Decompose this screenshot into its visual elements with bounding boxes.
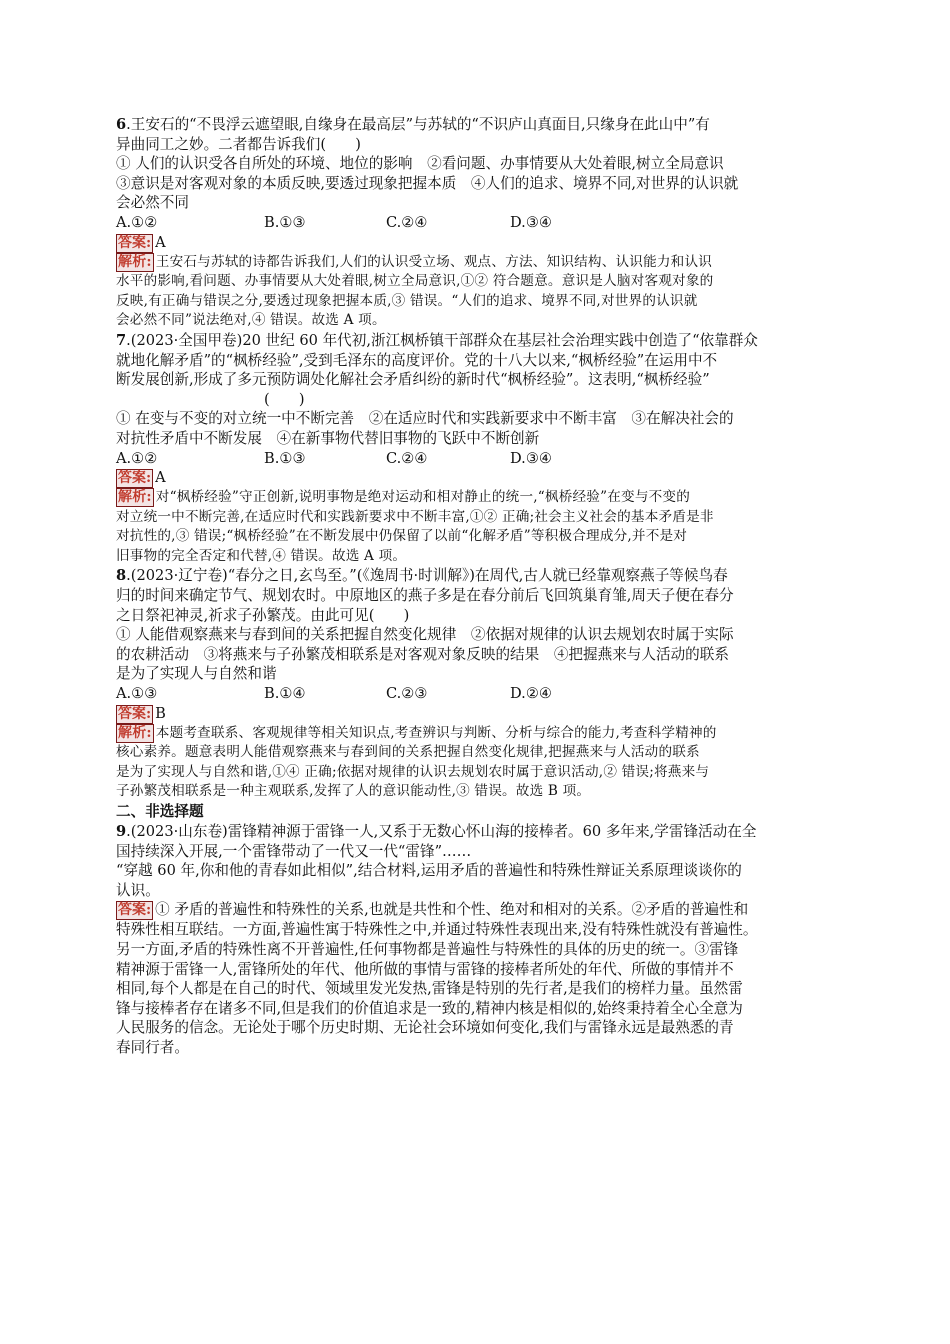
statement-line: ③意识是对客观对象的本质反映,要透过现象把握本质 ④人们的追求、境界不同,对世界的认识就 (116, 174, 739, 192)
question-number: 6 (116, 116, 127, 133)
analysis-line: 反映,有正确与错误之分,要透过现象把握本质,③ 错误。“人们的追求、境界不同,对世界的认识就 (116, 292, 698, 309)
question-stem-line: 之日祭祀神灵,祈求子孙繁茂。由此可见( ) (116, 606, 410, 624)
question-stem-line: 归的时间来确定节气、规划农时。中原地区的燕子多是在春分前后飞回筑巢育雏,周天子便在春分 (116, 587, 734, 605)
analysis-tag: 解析: (118, 724, 152, 741)
analysis-line: 核心素养。题意表明人能借观察燕来与春到间的关系把握自然变化规律,把握燕来与人活动的联系 (116, 744, 700, 761)
analysis-line: 对立统一中不断完善,在适应时代和实践新要求中不断丰富,①② 正确;社会主义社会的基本矛盾是非 (116, 508, 714, 525)
question-6 (116, 115, 836, 331)
statement-line: ① 人们的认识受各自所处的环境、地位的影响 ②看问题、办事情要从大处着眼,树立全局意识 (116, 155, 724, 173)
answer-tag: 答案: (118, 902, 152, 919)
analysis-line: 水平的影响,看问题、办事情要从大处着眼,树立全局意识,①② 符合题意。意识是人脑对客观对象的 (116, 273, 714, 290)
analysis-line: 旧事物的完全否定和代替,④ 错误。故选 A 项。 (116, 547, 407, 564)
statement-line: ① 在变与不变的对立统一中不断完善 ②在适应时代和实践新要求中不断丰富 ③在解决社会的 (116, 410, 734, 428)
analysis-line: 解析: 王安石与苏轼的诗都告诉我们,人们的认识受立场、观点、方法、知识结构、认识能力和认识 (118, 253, 713, 270)
answer-line (116, 468, 836, 488)
question-stem-line: “穿越 60 年,你和他的青春如此相似”,结合材料,运用矛盾的普遍性和特殊性辩证关系原理谈谈你的 (116, 862, 742, 880)
question-number: 9 (116, 823, 127, 840)
answer-tag: 答案: (118, 234, 152, 251)
answer-line: 人民服务的信念。无论处于哪个历史时期、无论社会环境如何变化,我们与雷锋永远是最熟悉的青 (116, 1019, 734, 1037)
statement-line: 的农耕活动 ③将燕来与子孙繁茂相联系是对客观对象反映的结果 ④把握燕来与人活动的联系 (116, 645, 729, 663)
option-b: B.①④ (264, 685, 306, 703)
option-a: A.①③ (116, 685, 158, 703)
question-stem-line: 断发展创新,形成了多元预防调处化解社会矛盾纠纷的新时代“枫桥经验”。这表明,“枫桥经验” (116, 371, 710, 389)
question-stem-line: 异曲同工之妙。二者都告诉我们( ) (116, 135, 361, 153)
option-b: B.①③ (264, 449, 306, 467)
answer-value: A (155, 233, 166, 251)
analysis-line: 对抗性的,③ 错误;“枫桥经验”在不断发展中仍保留了以前“化解矛盾”等积极合理成分,并不是对 (116, 528, 688, 545)
section-heading: 二、非选择题 (116, 803, 204, 820)
answer-value: A (155, 469, 166, 487)
statement-line: 对抗性矛盾中不断发展 ④在新事物代替旧事物的飞跃中不断创新 (116, 429, 540, 447)
question-stem-line: 6.王安石的“不畏浮云遮望眼,自缘身在最高层”与苏轼的“不识庐山真面目,只缘身在此山中”有 (116, 116, 710, 133)
answer-value: B (155, 704, 166, 722)
question-stem-line: 国持续深入开展,一个雷锋带动了一代又一代“雷锋”…… (116, 842, 472, 860)
answer-line: 相同,每个人都是在自己的时代、领域里发光发热,雷锋是特别的先行者,是我们的榜样力量。虽然雷 (116, 980, 743, 998)
options-row (116, 449, 836, 469)
option-c: C.②③ (386, 685, 428, 703)
answer-line: 春同行者。 (116, 1038, 189, 1056)
question-stem-line: 7.(2023·全国甲卷)20 世纪 60 年代初,浙江枫桥镇干部群众在基层社会治理实践中创造了“依靠群众 (116, 331, 758, 349)
analysis-line: 解析: 对“枫桥经验”守正创新,说明事物是绝对运动和相对静止的统一,“枫桥经验”在变与不变的 (118, 489, 690, 506)
option-d: D.②④ (510, 685, 552, 703)
option-c: C.②④ (386, 449, 428, 467)
analysis-tag: 解析: (118, 489, 152, 506)
document-body (116, 115, 836, 1058)
answer-line (116, 233, 836, 253)
analysis-line: 解析: 本题考查联系、客观规律等相关知识点,考查辨识与判断、分析与综合的能力,考查科学精神的 (118, 724, 717, 741)
question-number: 7 (116, 331, 127, 349)
answer-line: 精神源于雷锋一人,雷锋所处的年代、他所做的事情与雷锋的接棒者所处的年代、所做的事情并不 (116, 960, 734, 978)
answer-line: 答案: ① 矛盾的普遍性和特殊性的关系,也就是共性和个性、绝对和相对的关系。②矛盾的普遍性和 (118, 901, 749, 919)
statement-line: ① 人能借观察燕来与春到间的关系把握自然变化规律 ②依据对规律的认识去规划农时属于实际 (116, 626, 734, 644)
question-stem-line: ( ) (264, 390, 305, 408)
statement-line: 是为了实现人与自然和谐 (116, 665, 277, 683)
analysis-line: 子孙繁茂相联系是一种主观联系,发挥了人的意识能动性,③ 错误。故选 B 项。 (116, 783, 591, 800)
options-row (116, 684, 836, 704)
answer-line: 另一方面,矛盾的特殊性离不开普遍性,任何事物都是普遍性与特殊性的具体的历史的统一。③雷锋 (116, 940, 739, 958)
statement-line: 会必然不同 (116, 194, 189, 212)
question-9 (116, 822, 836, 1058)
option-d: D.③④ (510, 449, 552, 467)
option-d: D.③④ (510, 213, 552, 231)
question-7 (116, 331, 836, 567)
question-stem-line: 就地化解矛盾”的“枫桥经验”,受到毛泽东的高度评价。党的十八大以来,“枫桥经验”在运用中不 (116, 351, 718, 369)
option-a: A.①② (116, 449, 158, 467)
answer-line: 锋与接棒者存在诸多不同,但是我们的价值追求是一致的,精神内核是相似的,始终秉持着全心全意为 (116, 999, 743, 1017)
question-stem-line: 8.(2023·辽宁卷)“春分之日,玄鸟至。”(《逸周书·时训解》)在周代,古人就已经靠观察燕子等候鸟春 (116, 567, 728, 585)
analysis-line: 是为了实现人与自然和谐,①④ 正确;依据对规律的认识去规划农时属于意识活动,② 错误;将燕来与 (116, 763, 710, 780)
analysis-line: 会必然不同”说法绝对,④ 错误。故选 A 项。 (116, 312, 386, 329)
question-number: 8 (116, 567, 127, 585)
question-8 (116, 566, 836, 802)
question-stem-line: 9.(2023·山东卷)雷锋精神源于雷锋一人,又系于无数心怀山海的接棒者。60 多年来,学雷锋活动在全 (116, 823, 757, 840)
option-c: C.②④ (386, 213, 428, 231)
options-row (116, 213, 836, 233)
analysis-tag: 解析: (118, 253, 152, 270)
answer-tag: 答案: (118, 470, 152, 487)
answer-line (116, 704, 836, 724)
option-a: A.①② (116, 213, 158, 231)
option-b: B.①③ (264, 213, 306, 231)
answer-line: 特殊性相互联结。一方面,普遍性寓于特殊性之中,并通过特殊性表现出来,没有特殊性就没有普遍性。 (116, 921, 758, 939)
answer-tag: 答案: (118, 705, 152, 722)
question-stem-line: 认识。 (116, 881, 160, 899)
